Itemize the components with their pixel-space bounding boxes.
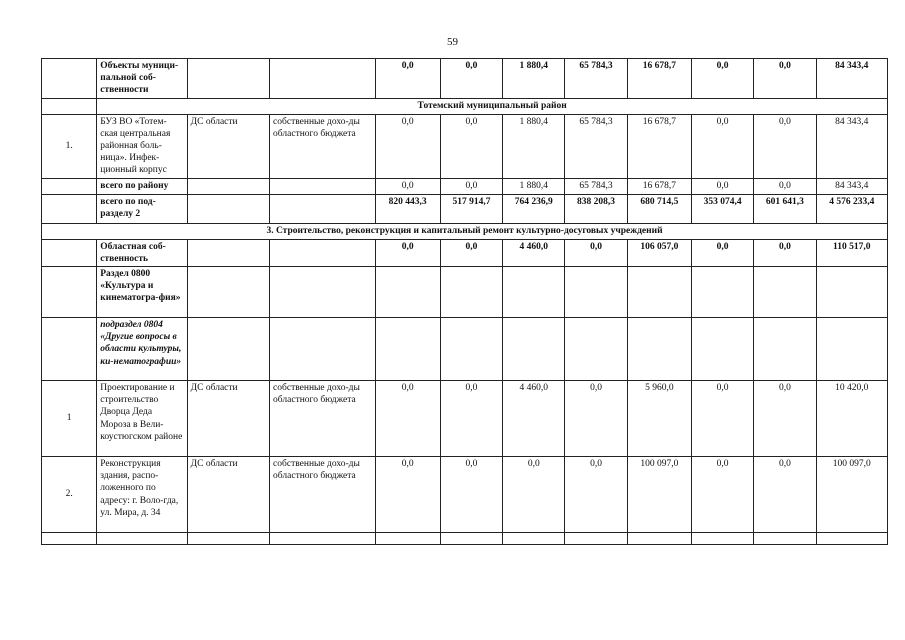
value-cell: 0,0	[754, 239, 816, 266]
value-cell: 5 960,0	[627, 381, 691, 457]
value-cell: 16 678,7	[627, 59, 691, 99]
empty-cell	[627, 533, 691, 545]
value-cell: 0,0	[440, 457, 502, 533]
value-cell: 0,0	[440, 239, 502, 266]
num-cell	[42, 98, 97, 114]
value-cell: 10 420,0	[816, 381, 887, 457]
empty-cell	[440, 267, 502, 318]
empty-cell	[627, 318, 691, 381]
empty-cell	[503, 533, 565, 545]
section-heading: 3. Строительство, реконструкция и капитальный ремонт культурно-досуговых учреждений	[42, 223, 888, 239]
source-cell: ДС области	[187, 114, 269, 178]
name-cell: БУЗ ВО «Тотем-ская центральная районная боль-ница». Инфек-ционный корпус	[97, 114, 187, 178]
source-cell: ДС области	[187, 381, 269, 457]
empty-cell	[97, 533, 187, 545]
empty-cell	[565, 267, 627, 318]
source-cell	[187, 194, 269, 223]
empty-cell	[691, 267, 753, 318]
empty-cell	[816, 318, 887, 381]
value-cell: 0,0	[691, 59, 753, 99]
table-row	[42, 178, 888, 194]
table-row	[42, 457, 888, 533]
fund-cell: собственные дохо-ды областного бюджета	[270, 381, 375, 457]
num-cell	[42, 178, 97, 194]
value-cell: 680 714,5	[627, 194, 691, 223]
empty-cell	[187, 267, 269, 318]
value-cell: 0,0	[440, 381, 502, 457]
value-cell: 0,0	[754, 178, 816, 194]
empty-cell	[754, 318, 816, 381]
num-cell	[42, 318, 97, 381]
empty-cell	[440, 533, 502, 545]
value-cell: 106 057,0	[627, 239, 691, 266]
empty-cell	[503, 267, 565, 318]
empty-cell	[754, 267, 816, 318]
empty-cell	[503, 318, 565, 381]
table-row	[42, 267, 888, 318]
table-row	[42, 194, 888, 223]
value-cell: 0,0	[754, 381, 816, 457]
empty-cell	[270, 267, 375, 318]
value-cell: 0,0	[375, 239, 440, 266]
value-cell: 764 236,9	[503, 194, 565, 223]
value-cell: 0,0	[375, 114, 440, 178]
value-cell: 1 880,4	[503, 114, 565, 178]
name-cell: Раздел 0800 «Культура и кинематогра-фия»	[97, 267, 187, 318]
value-cell: 84 343,4	[816, 59, 887, 99]
page-number: 59	[447, 36, 458, 48]
value-cell: 0,0	[691, 239, 753, 266]
value-cell: 100 097,0	[627, 457, 691, 533]
empty-cell	[270, 533, 375, 545]
fund-cell: собственные дохо-ды областного бюджета	[270, 114, 375, 178]
empty-cell	[375, 318, 440, 381]
value-cell: 4 460,0	[503, 381, 565, 457]
name-cell: всего по району	[97, 178, 187, 194]
empty-cell	[270, 318, 375, 381]
value-cell: 353 074,4	[691, 194, 753, 223]
table-row	[42, 318, 888, 381]
value-cell: 517 914,7	[440, 194, 502, 223]
value-cell: 0,0	[440, 59, 502, 99]
empty-cell	[691, 533, 753, 545]
empty-cell	[816, 267, 887, 318]
empty-cell	[440, 318, 502, 381]
value-cell: 0,0	[375, 178, 440, 194]
fund-cell	[270, 194, 375, 223]
value-cell: 65 784,3	[565, 114, 627, 178]
source-cell	[187, 59, 269, 99]
name-cell: Реконструкция здания, распо-ложенного по адресу: г. Воло-гда, ул. Мира, д. 34	[97, 457, 187, 533]
value-cell: 0,0	[375, 59, 440, 99]
num-cell	[42, 59, 97, 99]
num-cell: 2.	[42, 457, 97, 533]
value-cell: 65 784,3	[565, 178, 627, 194]
fund-cell	[270, 59, 375, 99]
empty-cell	[375, 533, 440, 545]
value-cell: 0,0	[754, 114, 816, 178]
value-cell: 0,0	[375, 457, 440, 533]
value-cell: 0,0	[691, 457, 753, 533]
empty-cell	[754, 533, 816, 545]
num-cell	[42, 239, 97, 266]
empty-cell	[691, 318, 753, 381]
empty-cell	[816, 533, 887, 545]
empty-cell	[565, 318, 627, 381]
value-cell: 65 784,3	[565, 59, 627, 99]
name-cell: всего по под-разделу 2	[97, 194, 187, 223]
section-heading: Тотемский муниципальный район	[97, 98, 888, 114]
empty-cell	[627, 267, 691, 318]
num-cell	[42, 194, 97, 223]
fund-cell	[270, 178, 375, 194]
value-cell: 0,0	[691, 178, 753, 194]
value-cell: 100 097,0	[816, 457, 887, 533]
value-cell: 4 576 233,4	[816, 194, 887, 223]
empty-cell	[187, 318, 269, 381]
value-cell: 0,0	[565, 457, 627, 533]
name-cell: Проектирование и строительство Дворца Деда Мороза в Вели-коустюгском районе	[97, 381, 187, 457]
value-cell: 0,0	[754, 457, 816, 533]
fund-cell	[270, 239, 375, 266]
name-cell: Объекты муници-пальной соб-ственности	[97, 59, 187, 99]
source-cell	[187, 239, 269, 266]
value-cell: 838 208,3	[565, 194, 627, 223]
value-cell: 0,0	[691, 114, 753, 178]
table-row	[42, 381, 888, 457]
value-cell: 0,0	[691, 381, 753, 457]
value-cell: 0,0	[375, 381, 440, 457]
name-cell: Областная соб-ственность	[97, 239, 187, 266]
fund-cell: собственные дохо-ды областного бюджета	[270, 457, 375, 533]
value-cell: 0,0	[565, 239, 627, 266]
value-cell: 84 343,4	[816, 178, 887, 194]
empty-cell	[187, 533, 269, 545]
budget-table	[41, 58, 888, 545]
table-row	[42, 223, 888, 239]
value-cell: 0,0	[440, 114, 502, 178]
num-cell: 1.	[42, 114, 97, 178]
num-cell: 1	[42, 381, 97, 457]
value-cell: 601 641,3	[754, 194, 816, 223]
table-row	[42, 98, 888, 114]
value-cell: 4 460,0	[503, 239, 565, 266]
value-cell: 1 880,4	[503, 178, 565, 194]
table-row	[42, 533, 888, 545]
value-cell: 0,0	[754, 59, 816, 99]
source-cell	[187, 178, 269, 194]
empty-cell	[565, 533, 627, 545]
value-cell: 0,0	[440, 178, 502, 194]
name-cell: подраздел 0804 «Другие вопросы в области культуры, ки-нематографии»	[97, 318, 187, 381]
num-cell	[42, 267, 97, 318]
table-row	[42, 59, 888, 99]
value-cell: 16 678,7	[627, 178, 691, 194]
table-row	[42, 239, 888, 266]
source-cell: ДС области	[187, 457, 269, 533]
empty-cell	[375, 267, 440, 318]
value-cell: 16 678,7	[627, 114, 691, 178]
value-cell: 110 517,0	[816, 239, 887, 266]
value-cell: 84 343,4	[816, 114, 887, 178]
value-cell: 1 880,4	[503, 59, 565, 99]
value-cell: 0,0	[503, 457, 565, 533]
value-cell: 820 443,3	[375, 194, 440, 223]
value-cell: 0,0	[565, 381, 627, 457]
table-row	[42, 114, 888, 178]
empty-cell	[42, 533, 97, 545]
